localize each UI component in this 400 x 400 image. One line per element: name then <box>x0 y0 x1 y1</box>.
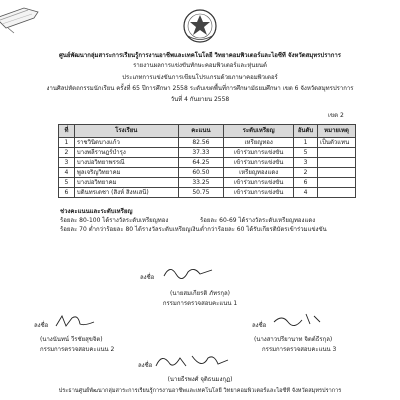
cell-rank: 5 <box>294 148 318 158</box>
sign-label-2: ลงชื่อ <box>34 322 49 329</box>
cell-score: 37.33 <box>178 148 224 158</box>
cell-note: เป็นตัวแทน <box>318 138 356 148</box>
page-note: เขต 2 <box>328 112 344 119</box>
table-row <box>59 138 356 148</box>
cell-medal: เข้าร่วมการแข่งขัน <box>224 158 294 168</box>
cell-rank: 1 <box>294 138 318 148</box>
cell-note <box>318 148 356 158</box>
cell-note <box>318 168 356 178</box>
table-header-row <box>59 125 356 138</box>
criteria-silver: ร้อยละ 70 ต่ำกว่าร้อยละ 80 ได้รางวัลระดับเหรียญเงิน <box>60 226 200 233</box>
cell-no: 6 <box>59 188 75 198</box>
signer-1-role: กรรมการตรวจสอบคะแนน 1 <box>162 300 238 307</box>
cell-school: ราชวินิตบางแก้ว <box>74 138 178 148</box>
header-event: งานศิลปหัตถกรรมนักเรียน ครั้งที่ 65 ปีการศึกษา 2558 ระดับเขตพื้นที่การศึกษามัธยมศึกษา เขต 6 จังหวัดสมุทรปราการ <box>46 85 354 92</box>
cell-no: 1 <box>59 138 75 148</box>
criteria-participation: ต่ำกว่าร้อยละ 60 ได้รับเกียรติบัตรเข้าร่วมแข่งขัน <box>200 226 327 233</box>
col-header-score: คะแนน <box>178 125 224 138</box>
cell-rank: 3 <box>294 158 318 168</box>
cell-rank: 2 <box>294 168 318 178</box>
cell-no: 3 <box>59 158 75 168</box>
col-header-no: ที่ <box>59 125 75 138</box>
table-row <box>59 188 356 198</box>
signature-2-handwriting <box>54 312 98 330</box>
cell-score: 60.50 <box>178 168 224 178</box>
signature-1-handwriting <box>160 262 220 280</box>
results-table <box>58 124 356 198</box>
criteria-gold: ร้อยละ 80-100 ได้รางวัลระดับเหรียญทอง <box>60 217 169 224</box>
signer-2-name: (นางนันทน์ วีรชัยสุขจิต) <box>40 336 103 343</box>
signer-4-name: (นายธีรพงศ์ จุติธนมงกุฏ) <box>167 376 233 383</box>
table-row <box>59 148 356 158</box>
criteria-bronze: ร้อยละ 60-69 ได้รางวัลระดับเหรียญทองแดง <box>200 217 316 224</box>
cell-medal: เข้าร่วมการแข่งขัน <box>224 188 294 198</box>
cell-rank: 6 <box>294 178 318 188</box>
cell-medal: เหรียญทอง <box>224 138 294 148</box>
signature-4-handwriting <box>152 350 232 372</box>
cell-no: 5 <box>59 178 75 188</box>
table-row <box>59 158 356 168</box>
cell-school: บดินทรเดชา (สิงห์ สิงหเสนี) <box>74 188 178 198</box>
cell-note <box>318 178 356 188</box>
cell-no: 2 <box>59 148 75 158</box>
signer-4-role: ประธานศูนย์พัฒนากลุ่มสาระการเรียนรู้การงานอาชีพและเทคโนโลยี วิทยาคอมพิวเตอร์และไอซีที จังหวัดสมุทรปราการ <box>58 388 342 394</box>
cell-school: พูลเจริญวิทยาคม <box>74 168 178 178</box>
col-header-medal: ระดับเหรียญ <box>224 125 294 138</box>
header-org: ศูนย์พัฒนากลุ่มสาระการเรียนรู้การงานอาชีพและเทคโนโลยี วิทยาคอมพิวเตอร์และไอซีที จังหวัดสมุทรปราการ <box>58 52 342 59</box>
sign-label-1: ลงชื่อ <box>140 274 155 281</box>
cell-score: 64.25 <box>178 158 224 168</box>
cell-rank: 4 <box>294 188 318 198</box>
table-row <box>59 178 356 188</box>
cell-no: 4 <box>59 168 75 178</box>
signer-3-name: (นางสาวปรียานาท จิตต์ธีรกุล) <box>254 336 333 343</box>
header-date: วันที่ 4 กันยายน 2558 <box>170 96 230 103</box>
cell-note <box>318 158 356 168</box>
paper-clip-icon <box>0 6 44 34</box>
col-header-school: โรงเรียน <box>74 125 178 138</box>
sign-label-4: ลงชื่อ <box>138 362 153 369</box>
cell-note <box>318 188 356 198</box>
cell-medal: เหรียญทองแดง <box>224 168 294 178</box>
signature-3-handwriting <box>270 310 324 328</box>
criteria-title: ช่วงคะแนนและระดับเหรียญ <box>60 208 133 215</box>
col-header-rank: อันดับ <box>294 125 318 138</box>
signer-3-role: กรรมการตรวจสอบคะแนน 3 <box>262 346 337 353</box>
cell-score: 50.75 <box>178 188 224 198</box>
school-emblem-icon <box>182 8 218 44</box>
header-competition-type: ประเภทการแข่งขันการเขียนโปรแกรมด้วยภาษาคอมพิวเตอร์ <box>122 74 278 81</box>
sign-label-3: ลงชื่อ <box>252 322 267 329</box>
cell-school: บางบ่อวิทยาพรรณี <box>74 158 178 168</box>
cell-score: 82.56 <box>178 138 224 148</box>
cell-school: บางพลีราษฎร์บำรุง <box>74 148 178 158</box>
cell-school: บางบ่อวิทยาคม <box>74 178 178 188</box>
cell-medal: เข้าร่วมการแข่งขัน <box>224 178 294 188</box>
cell-medal: เข้าร่วมการแข่งขัน <box>224 148 294 158</box>
signer-1-name: (นายสมเกียรติ ภัทรกุล) <box>170 290 230 297</box>
col-header-note: หมายเหตุ <box>318 125 356 138</box>
header-report-title: รายงานผลการแข่งขันทักษะคอมพิวเตอร์และหุ่นยนต์ <box>133 62 267 69</box>
cell-score: 33.25 <box>178 178 224 188</box>
table-row <box>59 168 356 178</box>
signer-2-role: กรรมการตรวจสอบคะแนน 2 <box>40 346 115 353</box>
